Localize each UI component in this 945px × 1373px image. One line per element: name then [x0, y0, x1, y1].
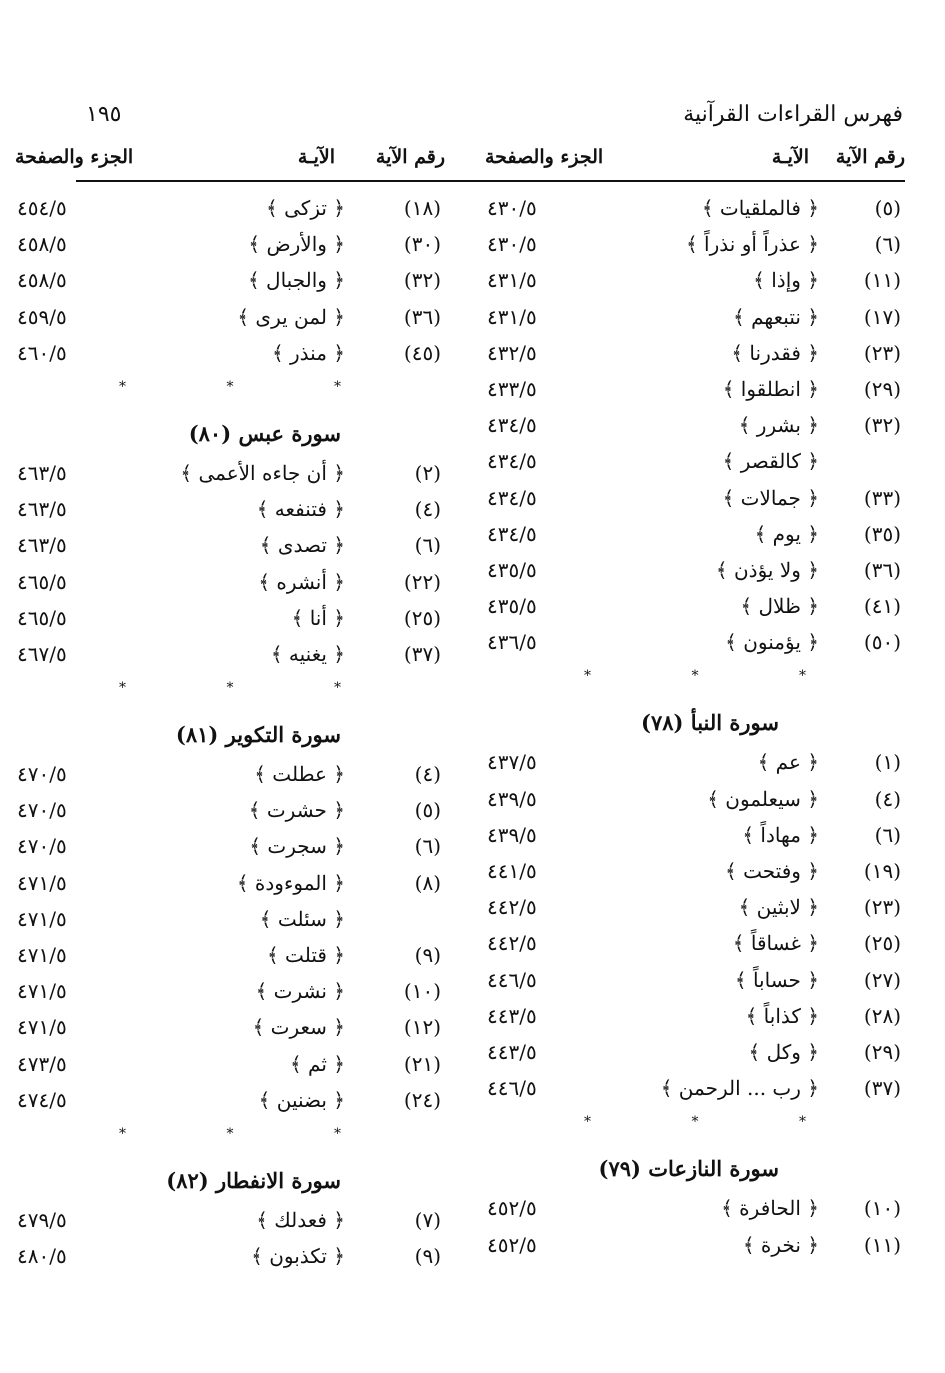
- section-divider-stars: * * *: [119, 1125, 389, 1142]
- volume-page: ٤٣٤/٥: [487, 413, 537, 438]
- verse-number: (١٢): [403, 1015, 441, 1040]
- verse-number: (٩): [414, 1244, 441, 1269]
- verse-text: ﴿ فالملقيات ﴾: [701, 196, 819, 220]
- verse-number: (٦): [874, 822, 901, 847]
- index-entry: [485, 630, 905, 666]
- verse-number: (٢٥): [403, 605, 441, 630]
- volume-page: ٤٤٢/٥: [487, 931, 537, 956]
- surah-heading: سورة عبس (٨٠): [188, 420, 341, 446]
- entry-group: [485, 196, 905, 666]
- verse-number: (٢): [414, 460, 441, 485]
- index-entry: [15, 1015, 445, 1051]
- volume-page: ٤٤١/٥: [487, 859, 537, 883]
- volume-page: ٤٧١/٥: [17, 979, 67, 1004]
- verse-number: (٥): [874, 196, 901, 220]
- volume-page: ٤٧٣/٥: [17, 1051, 67, 1076]
- volume-page: ٤٤٦/٥: [487, 1076, 537, 1101]
- header-volume-page: الجزء والصفحة: [15, 146, 134, 168]
- volume-page: ٤٦٠/٥: [17, 340, 67, 365]
- header-verse-number: رقم الآية: [835, 146, 905, 168]
- verse-number: (٢١): [403, 1051, 441, 1076]
- volume-page: ٤٣٦/٥: [487, 630, 537, 655]
- index-entry: [15, 979, 445, 1015]
- verse-text: ﴿ لابثين ﴾: [738, 895, 819, 920]
- index-entry: [485, 931, 905, 967]
- index-entry: [485, 859, 905, 895]
- section-divider-stars: * * *: [584, 1114, 854, 1131]
- verse-text: ﴿ رب ... الرحمن ﴾: [660, 1076, 819, 1101]
- volume-page: ٤٣١/٥: [487, 304, 537, 329]
- index-entry: [485, 377, 905, 413]
- verse-text: ﴿ وإذا ﴾: [753, 268, 819, 293]
- volume-page: ٤٥٢/٥: [487, 1196, 537, 1221]
- verse-text: ﴿ غساقاً ﴾: [732, 931, 819, 956]
- volume-page: ٤٧٠/٥: [17, 834, 67, 859]
- verse-number: (٢٩): [863, 1039, 901, 1064]
- volume-page: ٤٥٤/٥: [17, 196, 67, 220]
- volume-page: ٤٤٦/٥: [487, 967, 537, 992]
- verse-text: ﴿ حساباً ﴾: [734, 967, 819, 992]
- verse-text: ﴿ والأرض ﴾: [248, 232, 345, 257]
- verse-text: ﴿ قتلت ﴾: [266, 943, 345, 967]
- volume-page: ٤٨٠/٥: [17, 1244, 67, 1269]
- section-divider-stars: * * *: [584, 668, 854, 685]
- verse-text: ﴿ الحافرة ﴾: [721, 1196, 819, 1221]
- verse-number: (٩): [414, 943, 441, 967]
- verse-text: ﴿ كالقصر ﴾: [722, 449, 819, 474]
- section-divider-stars: * * *: [119, 680, 389, 697]
- verse-text: ﴿ فعدلك ﴾: [256, 1207, 345, 1232]
- verse-number: (٦): [414, 533, 441, 558]
- verse-text: ﴿ لمن يرى ﴾: [237, 304, 345, 329]
- verse-number: (١٠): [403, 979, 441, 1004]
- verse-text: ﴿ تصدى ﴾: [259, 533, 345, 558]
- entries-body: [15, 196, 445, 1280]
- verse-text: ﴿ أنا ﴾: [291, 605, 345, 630]
- entry-group: [15, 196, 445, 377]
- verse-number: (٤١): [863, 594, 901, 619]
- volume-page: ٤٣٩/٥: [487, 786, 537, 811]
- verse-number: (٧): [414, 1207, 441, 1232]
- verse-text: ﴿ والجبال ﴾: [247, 268, 345, 293]
- index-entry: [485, 823, 905, 859]
- verse-number: (١٩): [863, 859, 901, 883]
- volume-page: ٤٧١/٥: [17, 906, 67, 931]
- index-entry: [15, 1244, 445, 1280]
- verse-number: (٢٣): [863, 895, 901, 920]
- verse-number: (٢٤): [403, 1087, 441, 1112]
- verse-text: ﴿ ظلال ﴾: [740, 594, 819, 619]
- entry-group: [15, 762, 445, 1124]
- index-column-right: [485, 146, 905, 1269]
- header-verse: الآيـة: [297, 146, 335, 168]
- verse-text: ﴿ يوم ﴾: [754, 521, 819, 546]
- verse-number: (٣٧): [403, 641, 441, 666]
- index-entry: [15, 871, 445, 907]
- volume-page: ٤٧٠/٥: [17, 798, 67, 823]
- volume-page: ٤٦٥/٥: [17, 569, 67, 594]
- verse-text: ﴿ جمالات ﴾: [722, 485, 819, 510]
- index-entry: [485, 1004, 905, 1040]
- index-entry: [15, 533, 445, 569]
- index-entry: [15, 834, 445, 870]
- verse-number: (٢٩): [863, 376, 901, 401]
- index-entry: [485, 305, 905, 341]
- verse-number: (١): [874, 750, 901, 775]
- entry-group: [485, 750, 905, 1112]
- verse-text: ﴿ عم ﴾: [757, 750, 819, 775]
- entry-group: [15, 461, 445, 678]
- verse-text: ﴿ وكل ﴾: [748, 1039, 819, 1064]
- volume-page: ٤٣٤/٥: [487, 485, 537, 510]
- index-entry: [485, 341, 905, 377]
- index-entry: [485, 449, 905, 485]
- verse-text: ﴿ نخرة ﴾: [742, 1232, 819, 1257]
- column-header: [15, 146, 445, 178]
- index-entry: [15, 1208, 445, 1244]
- volume-page: ٤٣٣/٥: [487, 376, 537, 401]
- verse-number: (٣٥): [863, 521, 901, 546]
- index-entry: [15, 1088, 445, 1124]
- index-entry: [15, 232, 445, 268]
- volume-page: ٤٤٣/٥: [487, 1003, 537, 1028]
- verse-number: (١٨): [403, 196, 441, 220]
- verse-number: (٣٢): [863, 413, 901, 438]
- verse-number: (٤): [874, 786, 901, 811]
- index-entry: [485, 558, 905, 594]
- index-entry: [485, 1233, 905, 1269]
- volume-page: ٤٤٣/٥: [487, 1039, 537, 1064]
- volume-page: ٤٣٤/٥: [487, 449, 537, 474]
- verse-number: (٦): [414, 834, 441, 859]
- volume-page: ٤٣٤/٥: [487, 521, 537, 546]
- index-entry: [15, 461, 445, 497]
- verse-text: ﴿ ولا يؤذن ﴾: [715, 557, 819, 582]
- entry-group: [15, 1208, 445, 1280]
- verse-text: ﴿ سئلت ﴾: [259, 906, 345, 931]
- entry-group: [485, 1196, 905, 1268]
- verse-number: (٤): [414, 762, 441, 787]
- index-entry: [15, 606, 445, 642]
- index-entry: [485, 895, 905, 931]
- verse-number: (١٠): [863, 1196, 901, 1221]
- volume-page: ٤٧٤/٥: [17, 1087, 67, 1112]
- entries-body: [485, 196, 905, 1269]
- verse-text: ﴿ عطلت ﴾: [254, 762, 345, 787]
- verse-number: (٤٥): [403, 340, 441, 365]
- verse-number: (٣٠): [403, 232, 441, 257]
- volume-page: ٤٣٥/٥: [487, 557, 537, 582]
- volume-page: ٤٥٩/٥: [17, 304, 67, 329]
- verse-text: ﴿ أنشره ﴾: [258, 569, 345, 594]
- volume-page: ٤٥٢/٥: [487, 1232, 537, 1257]
- index-entry: [15, 907, 445, 943]
- index-entry: [15, 1052, 445, 1088]
- verse-text: ﴿ ثم ﴾: [289, 1051, 345, 1076]
- verse-text: ﴿ سعرت ﴾: [252, 1015, 345, 1040]
- volume-page: ٤٧١/٥: [17, 870, 67, 895]
- surah-heading: سورة النبأ (٧٨): [641, 710, 779, 736]
- section-divider-stars: * * *: [119, 378, 389, 395]
- index-entry: [15, 798, 445, 834]
- verse-number: (٣٣): [863, 485, 901, 510]
- volume-page: ٤٣٥/٥: [487, 594, 537, 619]
- volume-page: ٤٥٨/٥: [17, 268, 67, 293]
- surah-heading: سورة النازعات (٧٩): [598, 1156, 779, 1182]
- volume-page: ٤٧١/٥: [17, 943, 67, 967]
- column-header: [485, 146, 905, 178]
- volume-page: ٤٣٧/٥: [487, 750, 537, 775]
- verse-text: ﴿ كذاباً ﴾: [745, 1003, 819, 1028]
- volume-page: ٤٧٠/٥: [17, 762, 67, 787]
- index-column-left: [15, 146, 445, 1280]
- verse-number: (٢٢): [403, 569, 441, 594]
- verse-text: ﴿ منذر ﴾: [271, 340, 345, 365]
- header-verse: الآيـة: [771, 146, 809, 168]
- verse-text: ﴿ تزكى ﴾: [266, 196, 345, 220]
- running-header-title: فهرس القراءات القرآنية: [683, 102, 903, 127]
- verse-text: ﴿ بضنين ﴾: [258, 1087, 345, 1112]
- index-entry: [15, 196, 445, 232]
- verse-text: ﴿ الموءودة ﴾: [236, 870, 345, 895]
- verse-text: ﴿ تكذبون ﴾: [251, 1244, 345, 1269]
- volume-page: ٤٦٧/٥: [17, 641, 67, 666]
- index-entry: [15, 305, 445, 341]
- index-entry: [485, 750, 905, 786]
- verse-number: (٢٣): [863, 340, 901, 365]
- index-entry: [485, 594, 905, 630]
- volume-page: ٤٦٣/٥: [17, 460, 67, 485]
- verse-text: ﴿ مهاداً ﴾: [742, 822, 819, 847]
- verse-text: ﴿ بشرر ﴾: [738, 413, 819, 438]
- verse-text: ﴿ سجرت ﴾: [249, 834, 345, 859]
- volume-page: ٤٦٣/٥: [17, 497, 67, 522]
- surah-heading: سورة الانفطار (٨٢): [166, 1167, 341, 1193]
- index-entry: [15, 570, 445, 606]
- verse-number: (٣٢): [403, 268, 441, 293]
- page-number: ١٩٥: [86, 102, 122, 127]
- volume-page: ٤٦٥/٥: [17, 605, 67, 630]
- surah-heading: سورة التكوير (٨١): [175, 722, 341, 748]
- header-rule: [76, 180, 905, 182]
- volume-page: ٤٧١/٥: [17, 1015, 67, 1040]
- verse-text: ﴿ حشرت ﴾: [248, 798, 345, 823]
- volume-page: ٤٧٩/٥: [17, 1207, 67, 1232]
- verse-number: (١١): [863, 268, 901, 293]
- verse-number: (٣٧): [863, 1076, 901, 1101]
- index-entry: [485, 522, 905, 558]
- verse-text: ﴿ يغنيه ﴾: [270, 641, 345, 666]
- verse-text: ﴿ وفتحت ﴾: [725, 859, 819, 883]
- verse-text: ﴿ نشرت ﴾: [255, 979, 345, 1004]
- index-entry: [15, 341, 445, 377]
- index-entry: [485, 268, 905, 304]
- verse-number: (٢٧): [863, 967, 901, 992]
- volume-page: ٤٣١/٥: [487, 268, 537, 293]
- volume-page: ٤٣٠/٥: [487, 232, 537, 257]
- verse-number: (١١): [863, 1232, 901, 1257]
- index-entry: [485, 413, 905, 449]
- verse-number: (١٧): [863, 304, 901, 329]
- volume-page: ٤٣٠/٥: [487, 196, 537, 220]
- index-entry: [485, 787, 905, 823]
- volume-page: ٤٣٩/٥: [487, 822, 537, 847]
- verse-number: (٤): [414, 497, 441, 522]
- volume-page: ٤٦٣/٥: [17, 533, 67, 558]
- index-entry: [15, 497, 445, 533]
- volume-page: ٤٣٢/٥: [487, 340, 537, 365]
- verse-text: ﴿ انطلقوا ﴾: [722, 376, 819, 401]
- index-entry: [485, 486, 905, 522]
- volume-page: ٤٥٨/٥: [17, 232, 67, 257]
- verse-text: ﴿ فتنفعه ﴾: [256, 497, 345, 522]
- header-verse-number: رقم الآية: [375, 146, 445, 168]
- verse-text: ﴿ عذراً أو نذراً ﴾: [685, 232, 819, 257]
- verse-number: (٣٦): [403, 304, 441, 329]
- index-entry: [485, 232, 905, 268]
- verse-text: ﴿ فقدرنا ﴾: [731, 340, 819, 365]
- verse-number: (٨): [414, 870, 441, 895]
- verse-text: ﴿ سيعلمون ﴾: [707, 786, 819, 811]
- index-entry: [485, 1076, 905, 1112]
- header-volume-page: الجزء والصفحة: [485, 146, 604, 168]
- verse-number: (٢٥): [863, 931, 901, 956]
- verse-number: (٥): [414, 798, 441, 823]
- verse-number: (٦): [874, 232, 901, 257]
- index-entry: [15, 642, 445, 678]
- verse-number: (٣٦): [863, 557, 901, 582]
- verse-number: (٢٨): [863, 1003, 901, 1028]
- index-entry: [485, 196, 905, 232]
- index-entry: [15, 943, 445, 979]
- index-entry: [485, 968, 905, 1004]
- verse-text: ﴿ أن جاءه الأعمى ﴾: [180, 460, 345, 485]
- volume-page: ٤٤٢/٥: [487, 895, 537, 920]
- index-entry: [485, 1196, 905, 1232]
- verse-number: (٥٠): [863, 630, 901, 655]
- verse-text: ﴿ نتبعهم ﴾: [733, 304, 819, 329]
- index-entry: [15, 268, 445, 304]
- verse-text: ﴿ يؤمنون ﴾: [725, 630, 819, 655]
- index-entry: [485, 1040, 905, 1076]
- index-entry: [15, 762, 445, 798]
